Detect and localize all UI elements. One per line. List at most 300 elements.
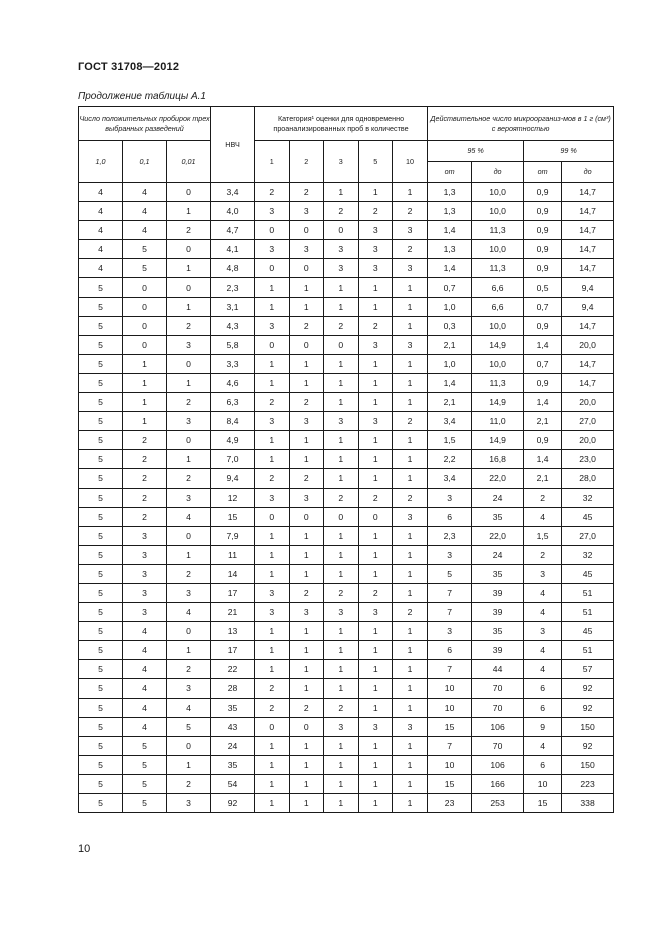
table-cell: 4 bbox=[167, 698, 211, 717]
table-cell: 3 bbox=[255, 202, 290, 221]
table-cell: 1 bbox=[255, 794, 290, 813]
table-cell: 2 bbox=[123, 431, 167, 450]
table-cell: 5 bbox=[79, 526, 123, 545]
table-cell: 1 bbox=[255, 774, 290, 793]
table-cell: 0,9 bbox=[524, 240, 562, 259]
table-cell: 11,3 bbox=[472, 221, 524, 240]
table-cell: 0 bbox=[255, 335, 290, 354]
table-cell: 2 bbox=[324, 583, 359, 602]
table-cell: 5 bbox=[79, 736, 123, 755]
table-cell: 7 bbox=[428, 736, 472, 755]
table-cell: 0,9 bbox=[524, 259, 562, 278]
table-cell: 0 bbox=[123, 316, 167, 335]
table-cell: 0 bbox=[324, 221, 359, 240]
table-cell: 4 bbox=[79, 221, 123, 240]
table-cell: 2 bbox=[358, 583, 393, 602]
table-row bbox=[79, 469, 614, 488]
table-cell: 1 bbox=[123, 354, 167, 373]
table-cell: 0 bbox=[167, 240, 211, 259]
table-row bbox=[79, 564, 614, 583]
table-cell: 51 bbox=[562, 583, 614, 602]
table-cell: 1,3 bbox=[428, 240, 472, 259]
dilution-header: 0,1 bbox=[123, 141, 167, 183]
table-cell: 3 bbox=[289, 240, 324, 259]
table-cell: 1 bbox=[289, 431, 324, 450]
table-cell: 4 bbox=[524, 641, 562, 660]
table-cell: 0,9 bbox=[524, 221, 562, 240]
table-cell: 14,7 bbox=[562, 354, 614, 373]
sample-count-header: 5 bbox=[358, 141, 393, 183]
table-cell: 0 bbox=[289, 717, 324, 736]
table-cell: 45 bbox=[562, 622, 614, 641]
table-cell: 0 bbox=[255, 507, 290, 526]
table-cell: 2 bbox=[324, 488, 359, 507]
table-cell: 3 bbox=[167, 679, 211, 698]
table-cell: 1,5 bbox=[428, 431, 472, 450]
table-cell: 5 bbox=[123, 240, 167, 259]
table-cell: 1 bbox=[289, 545, 324, 564]
table-cell: 22,0 bbox=[472, 469, 524, 488]
table-cell: 45 bbox=[562, 564, 614, 583]
table-cell: 1 bbox=[393, 354, 428, 373]
table-cell: 1 bbox=[358, 183, 393, 202]
table-cell: 1 bbox=[358, 278, 393, 297]
dilution-header: 0,01 bbox=[167, 141, 211, 183]
table-cell: 11,3 bbox=[472, 373, 524, 392]
table-row bbox=[79, 183, 614, 202]
table-cell: 16,8 bbox=[472, 450, 524, 469]
table-cell: 2 bbox=[167, 221, 211, 240]
table-cell: 10 bbox=[428, 679, 472, 698]
table-cell: 4 bbox=[167, 603, 211, 622]
table-cell: 1 bbox=[289, 774, 324, 793]
table-cell: 0,5 bbox=[524, 278, 562, 297]
table-cell: 10,0 bbox=[472, 240, 524, 259]
table-cell: 43 bbox=[211, 717, 255, 736]
table-cell: 6 bbox=[524, 698, 562, 717]
table-cell: 1 bbox=[324, 660, 359, 679]
table-cell: 1 bbox=[167, 641, 211, 660]
table-cell: 3 bbox=[255, 240, 290, 259]
table-cell: 1 bbox=[324, 794, 359, 813]
table-cell: 3 bbox=[255, 583, 290, 602]
table-cell: 1 bbox=[167, 259, 211, 278]
table-cell: 1,4 bbox=[428, 221, 472, 240]
table-cell: 5 bbox=[79, 488, 123, 507]
table-cell: 0 bbox=[289, 221, 324, 240]
table-cell: 92 bbox=[562, 698, 614, 717]
table-cell: 3 bbox=[393, 335, 428, 354]
table-row bbox=[79, 335, 614, 354]
table-cell: 4 bbox=[123, 202, 167, 221]
table-cell: 3 bbox=[255, 603, 290, 622]
table-cell: 9,4 bbox=[562, 278, 614, 297]
table-cell: 1 bbox=[255, 622, 290, 641]
table-cell: 3 bbox=[167, 488, 211, 507]
table-cell: 5 bbox=[79, 278, 123, 297]
table-cell: 5 bbox=[79, 583, 123, 602]
table-cell: 1 bbox=[358, 431, 393, 450]
table-row bbox=[79, 316, 614, 335]
table-cell: 2 bbox=[167, 774, 211, 793]
table-cell: 1 bbox=[289, 564, 324, 583]
table-cell: 1,3 bbox=[428, 202, 472, 221]
table-cell: 1 bbox=[358, 755, 393, 774]
table-cell: 1 bbox=[393, 698, 428, 717]
table-cell: 21 bbox=[211, 603, 255, 622]
table-cell: 70 bbox=[472, 679, 524, 698]
table-cell: 1 bbox=[358, 564, 393, 583]
table-cell: 92 bbox=[562, 679, 614, 698]
table-cell: 0 bbox=[123, 335, 167, 354]
table-cell: 2 bbox=[123, 450, 167, 469]
table-cell: 23 bbox=[428, 794, 472, 813]
table-cell: 2 bbox=[289, 393, 324, 412]
table-cell: 70 bbox=[472, 698, 524, 717]
table-cell: 0 bbox=[167, 526, 211, 545]
table-cell: 1 bbox=[255, 431, 290, 450]
table-cell: 2 bbox=[393, 240, 428, 259]
table-cell: 2 bbox=[167, 469, 211, 488]
table-cell: 1 bbox=[289, 755, 324, 774]
table-cell: 3 bbox=[289, 488, 324, 507]
table-cell: 4 bbox=[123, 717, 167, 736]
table-cell: 4 bbox=[524, 603, 562, 622]
table-cell: 9 bbox=[524, 717, 562, 736]
table-cell: 14,7 bbox=[562, 373, 614, 392]
table-cell: 3 bbox=[324, 412, 359, 431]
table-cell: 35 bbox=[472, 507, 524, 526]
table-cell: 3 bbox=[123, 583, 167, 602]
table-cell: 1 bbox=[358, 660, 393, 679]
table-cell: 5 bbox=[79, 717, 123, 736]
table-cell: 39 bbox=[472, 641, 524, 660]
table-cell: 1 bbox=[393, 469, 428, 488]
table-cell: 1 bbox=[324, 774, 359, 793]
table-cell: 1 bbox=[255, 526, 290, 545]
table-cell: 4 bbox=[79, 183, 123, 202]
table-cell: 45 bbox=[562, 507, 614, 526]
table-cell: 35 bbox=[472, 564, 524, 583]
table-cell: 4 bbox=[167, 507, 211, 526]
table-cell: 3 bbox=[428, 545, 472, 564]
table-cell: 2 bbox=[123, 469, 167, 488]
table-cell: 1 bbox=[167, 545, 211, 564]
table-cell: 3 bbox=[358, 335, 393, 354]
table-cell: 1 bbox=[393, 183, 428, 202]
table-cell: 0,7 bbox=[524, 297, 562, 316]
table-cell: 1 bbox=[123, 412, 167, 431]
table-cell: 0 bbox=[358, 507, 393, 526]
table-cell: 223 bbox=[562, 774, 614, 793]
table-cell: 4 bbox=[123, 698, 167, 717]
table-cell: 1 bbox=[255, 278, 290, 297]
table-cell: 3 bbox=[428, 622, 472, 641]
table-cell: 6 bbox=[428, 507, 472, 526]
table-cell: 4 bbox=[123, 660, 167, 679]
category-header: Категория¹ оценки для одновременно проанализированных проб в количестве bbox=[255, 107, 428, 141]
table-cell: 1 bbox=[324, 297, 359, 316]
table-cell: 1 bbox=[324, 641, 359, 660]
table-cell: 10,0 bbox=[472, 202, 524, 221]
table-cell: 1 bbox=[255, 297, 290, 316]
table-cell: 2 bbox=[393, 488, 428, 507]
table-cell: 3 bbox=[123, 564, 167, 583]
table-cell: 2 bbox=[358, 488, 393, 507]
table-cell: 35 bbox=[211, 698, 255, 717]
table-cell: 2 bbox=[324, 202, 359, 221]
table-cell: 5 bbox=[79, 297, 123, 316]
table-cell: 5 bbox=[79, 564, 123, 583]
table-cell: 28,0 bbox=[562, 469, 614, 488]
table-cell: 2 bbox=[289, 316, 324, 335]
table-cell: 1,4 bbox=[428, 373, 472, 392]
table-cell: 15 bbox=[428, 774, 472, 793]
table-cell: 10 bbox=[428, 698, 472, 717]
table-cell: 5 bbox=[79, 507, 123, 526]
table-cell: 4 bbox=[524, 583, 562, 602]
table-cell: 35 bbox=[472, 622, 524, 641]
table-row bbox=[79, 278, 614, 297]
table-cell: 1 bbox=[358, 469, 393, 488]
to-header: до bbox=[562, 162, 614, 183]
table-cell: 20,0 bbox=[562, 431, 614, 450]
table-cell: 1 bbox=[289, 278, 324, 297]
table-cell: 22,0 bbox=[472, 526, 524, 545]
table-cell: 1 bbox=[167, 202, 211, 221]
table-cell: 1 bbox=[358, 297, 393, 316]
table-cell: 0 bbox=[167, 431, 211, 450]
table-cell: 2 bbox=[393, 412, 428, 431]
table-row bbox=[79, 660, 614, 679]
table-cell: 1 bbox=[393, 450, 428, 469]
table-cell: 1 bbox=[393, 755, 428, 774]
table-cell: 2 bbox=[289, 183, 324, 202]
table-row bbox=[79, 641, 614, 660]
table-cell: 23,0 bbox=[562, 450, 614, 469]
table-cell: 5 bbox=[123, 755, 167, 774]
table-cell: 10,0 bbox=[472, 354, 524, 373]
table-cell: 2 bbox=[324, 316, 359, 335]
table-cell: 2 bbox=[289, 583, 324, 602]
table-cell: 3,3 bbox=[211, 354, 255, 373]
table-cell: 3 bbox=[324, 603, 359, 622]
sample-count-header: 10 bbox=[393, 141, 428, 183]
table-cell: 3 bbox=[167, 583, 211, 602]
table-cell: 6 bbox=[524, 679, 562, 698]
table-cell: 1,3 bbox=[428, 183, 472, 202]
to-header: до bbox=[472, 162, 524, 183]
table-cell: 14,7 bbox=[562, 221, 614, 240]
table-cell: 0 bbox=[167, 354, 211, 373]
table-cell: 1 bbox=[167, 297, 211, 316]
table-cell: 5 bbox=[79, 603, 123, 622]
table-cell: 0 bbox=[255, 221, 290, 240]
table-cell: 14,9 bbox=[472, 431, 524, 450]
table-row bbox=[79, 545, 614, 564]
table-row bbox=[79, 259, 614, 278]
table-caption: Продолжение таблицы А.1 bbox=[78, 91, 206, 102]
table-cell: 5 bbox=[79, 774, 123, 793]
table-cell: 4 bbox=[123, 679, 167, 698]
table-cell: 1 bbox=[393, 278, 428, 297]
table-cell: 4,0 bbox=[211, 202, 255, 221]
table-cell: 1 bbox=[358, 774, 393, 793]
table-cell: 1 bbox=[393, 393, 428, 412]
table-cell: 0,9 bbox=[524, 431, 562, 450]
table-cell: 1 bbox=[393, 660, 428, 679]
table-cell: 2 bbox=[393, 603, 428, 622]
table-cell: 1 bbox=[358, 641, 393, 660]
table-cell: 4,7 bbox=[211, 221, 255, 240]
table-cell: 3 bbox=[167, 335, 211, 354]
table-cell: 106 bbox=[472, 717, 524, 736]
table-cell: 5 bbox=[79, 755, 123, 774]
table-cell: 1 bbox=[324, 393, 359, 412]
table-cell: 2,3 bbox=[428, 526, 472, 545]
table-cell: 5 bbox=[79, 316, 123, 335]
table-cell: 0,9 bbox=[524, 183, 562, 202]
table-cell: 24 bbox=[211, 736, 255, 755]
table-cell: 0 bbox=[123, 278, 167, 297]
table-cell: 1 bbox=[324, 183, 359, 202]
table-cell: 7 bbox=[428, 660, 472, 679]
table-cell: 1 bbox=[393, 583, 428, 602]
table-cell: 0,7 bbox=[428, 278, 472, 297]
table-cell: 2 bbox=[167, 393, 211, 412]
table-row bbox=[79, 583, 614, 602]
table-cell: 24 bbox=[472, 545, 524, 564]
table-cell: 27,0 bbox=[562, 412, 614, 431]
table-cell: 1 bbox=[358, 393, 393, 412]
header-row-2 bbox=[79, 141, 614, 162]
table-cell: 1 bbox=[358, 794, 393, 813]
table-cell: 51 bbox=[562, 603, 614, 622]
table-cell: 2 bbox=[289, 698, 324, 717]
table-cell: 11,3 bbox=[472, 259, 524, 278]
table-cell: 3 bbox=[324, 259, 359, 278]
table-cell: 3 bbox=[123, 603, 167, 622]
table-cell: 3 bbox=[358, 259, 393, 278]
table-cell: 1,4 bbox=[524, 335, 562, 354]
table-cell: 1 bbox=[393, 679, 428, 698]
table-cell: 2 bbox=[123, 488, 167, 507]
table-cell: 0 bbox=[324, 507, 359, 526]
from-header: от bbox=[524, 162, 562, 183]
table-cell: 1 bbox=[255, 354, 290, 373]
table-cell: 3 bbox=[358, 603, 393, 622]
table-cell: 5 bbox=[79, 469, 123, 488]
table-row bbox=[79, 526, 614, 545]
table-row bbox=[79, 431, 614, 450]
table-cell: 8,4 bbox=[211, 412, 255, 431]
table-cell: 4,6 bbox=[211, 373, 255, 392]
table-cell: 5 bbox=[123, 736, 167, 755]
table-cell: 2 bbox=[524, 488, 562, 507]
table-cell: 0,9 bbox=[524, 316, 562, 335]
table-row bbox=[79, 622, 614, 641]
table-cell: 106 bbox=[472, 755, 524, 774]
table-row bbox=[79, 488, 614, 507]
table-cell: 20,0 bbox=[562, 335, 614, 354]
table-cell: 2 bbox=[255, 393, 290, 412]
table-cell: 3 bbox=[393, 221, 428, 240]
table-cell: 51 bbox=[562, 641, 614, 660]
table-cell: 10,0 bbox=[472, 316, 524, 335]
table-cell: 1 bbox=[324, 278, 359, 297]
table-cell: 28 bbox=[211, 679, 255, 698]
table-cell: 15 bbox=[524, 794, 562, 813]
table-cell: 1,0 bbox=[428, 354, 472, 373]
table-cell: 2 bbox=[393, 202, 428, 221]
table-row bbox=[79, 755, 614, 774]
table-cell: 0,7 bbox=[524, 354, 562, 373]
mpn-table bbox=[78, 106, 614, 813]
table-cell: 2 bbox=[255, 679, 290, 698]
table-cell: 4 bbox=[524, 507, 562, 526]
table-cell: 3 bbox=[167, 412, 211, 431]
table-cell: 32 bbox=[562, 488, 614, 507]
table-cell: 1 bbox=[358, 354, 393, 373]
table-cell: 0 bbox=[167, 736, 211, 755]
table-cell: 5 bbox=[79, 794, 123, 813]
table-cell: 1 bbox=[289, 450, 324, 469]
table-cell: 253 bbox=[472, 794, 524, 813]
table-cell: 3 bbox=[358, 717, 393, 736]
table-cell: 5 bbox=[167, 717, 211, 736]
table-cell: 3,4 bbox=[428, 412, 472, 431]
table-cell: 0,3 bbox=[428, 316, 472, 335]
table-row bbox=[79, 774, 614, 793]
table-cell: 1 bbox=[358, 526, 393, 545]
table-cell: 6,6 bbox=[472, 297, 524, 316]
table-cell: 1 bbox=[393, 564, 428, 583]
actual-count-header: Действительное число микроорганиз-мов в 1 г (см³) с вероятностью bbox=[428, 107, 614, 141]
table-cell: 1 bbox=[393, 297, 428, 316]
table-cell: 0 bbox=[289, 507, 324, 526]
table-cell: 4,1 bbox=[211, 240, 255, 259]
table-cell: 14,9 bbox=[472, 393, 524, 412]
table-cell: 1 bbox=[393, 526, 428, 545]
table-cell: 3 bbox=[255, 488, 290, 507]
table-cell: 150 bbox=[562, 755, 614, 774]
table-cell: 4 bbox=[123, 221, 167, 240]
table-cell: 1 bbox=[393, 545, 428, 564]
table-cell: 3 bbox=[167, 794, 211, 813]
table-cell: 1 bbox=[324, 450, 359, 469]
table-cell: 5 bbox=[428, 564, 472, 583]
table-cell: 3,4 bbox=[428, 469, 472, 488]
table-cell: 2 bbox=[255, 469, 290, 488]
table-cell: 0 bbox=[289, 259, 324, 278]
from-header: от bbox=[428, 162, 472, 183]
table-cell: 5 bbox=[79, 660, 123, 679]
table-cell: 5 bbox=[79, 393, 123, 412]
table-cell: 1 bbox=[358, 622, 393, 641]
table-cell: 1 bbox=[255, 641, 290, 660]
table-cell: 1 bbox=[167, 373, 211, 392]
table-cell: 15 bbox=[428, 717, 472, 736]
table-row bbox=[79, 450, 614, 469]
table-cell: 5 bbox=[79, 545, 123, 564]
table-cell: 1 bbox=[289, 660, 324, 679]
table-cell: 1 bbox=[324, 354, 359, 373]
positive-tubes-header: Число положительных пробирок трех выбранных разведений bbox=[79, 107, 211, 141]
table-cell: 1 bbox=[123, 393, 167, 412]
table-cell: 3 bbox=[123, 545, 167, 564]
table-cell: 35 bbox=[211, 755, 255, 774]
table-cell: 39 bbox=[472, 583, 524, 602]
